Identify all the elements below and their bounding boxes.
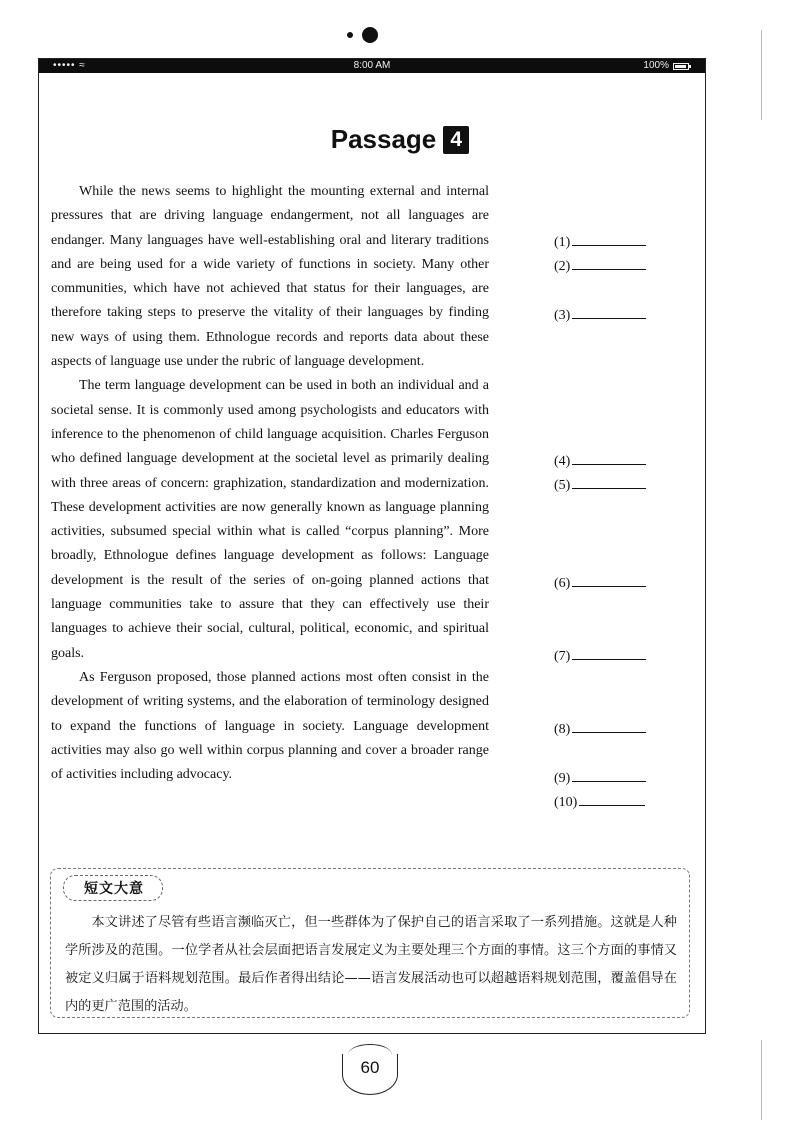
paragraph-3: As Ferguson proposed, those planned actions most often consist in the development of writing systems, and the elaboration of terminology designed to expand the functions of language in society. Language development activities may also go well within corpus planning and cover a broader range of activities including advocacy.: [51, 669, 489, 783]
answer-blank-7[interactable]: (7): [554, 647, 646, 665]
answer-blank-5[interactable]: (5): [554, 476, 646, 494]
page-number: 60: [360, 1058, 380, 1077]
answer-blank-6[interactable]: (6): [554, 574, 646, 592]
battery-indicator: [643, 59, 689, 73]
scan-edge-mark: [761, 1040, 762, 1120]
paragraph-2: The term language development can be used in both an individual and a societal sense. It is commonly used among psychologists and educators with inference to the phenomenon of child language acquisition. Charles Ferguson who defined language development at the societal level as primarily dealing with three areas of concern: graphization, standardization and modernization. These development activities are now generally known as language planning activities, subsumed special within what is called “corpus planning”. More broadly, Ethnologue defines language development as follows: Language development is the result of the series of on-going planned actions that language communities take to assure that they can effectively use their languages to achieve their social, cultural, political, economic, and spiritual goals.: [51, 378, 489, 661]
status-time: 8:00 AM: [353, 60, 391, 71]
signal-indicator: ••••• ≈: [53, 60, 86, 71]
answer-blank-9[interactable]: (9): [554, 769, 646, 787]
device-camera: [345, 25, 385, 45]
passage-number-badge: 4: [443, 126, 469, 154]
answer-blank-10[interactable]: (10): [554, 793, 645, 811]
camera-sensor-icon: [347, 32, 353, 38]
camera-lens-icon: [362, 27, 378, 43]
summary-label: 短文大意: [63, 875, 163, 901]
passage-title: [0, 124, 800, 155]
answer-blank-3[interactable]: (3): [554, 306, 646, 324]
page-number-badge: [340, 1042, 400, 1098]
summary-text: 本文讲述了尽管有些语言濒临灭亡，但一些群体为了保护自己的语言采取了一系列措施。这就是人种学所涉及的范围。一位学者从社会层面把语言发展定义为主要处理三个方面的事情。这三个方面的事情又被定义归属于语料规划范围。最后作者得出结论——语言发展活动也可以超越语料规划范围，覆盖倡导在内的更广范围的活动。: [65, 915, 677, 1014]
summary-box: [50, 868, 690, 1018]
passage-body: [51, 180, 489, 787]
status-bar: [39, 59, 705, 73]
answer-blank-1[interactable]: (1): [554, 233, 646, 251]
answer-blank-2[interactable]: (2): [554, 257, 646, 275]
passage-title-word: Passage: [330, 124, 437, 154]
answer-blank-4[interactable]: (4): [554, 452, 646, 470]
paragraph-1: While the news seems to highlight the mounting external and internal pressures that are driving language endangerment, not all languages are endanger. Many languages have well-establishing oral and literary traditions and are being used for a wide variety of functions in society. Many other communities, which have not achieved that status for their languages, are therefore taking steps to preserve the vitality of their languages by finding new ways of using them. Ethnologue records and reports data about these aspects of language use under the rubric of language development.: [51, 184, 489, 370]
battery-percent: 100%: [643, 60, 669, 71]
battery-icon: [673, 63, 689, 70]
answer-blank-8[interactable]: (8): [554, 720, 646, 738]
scan-edge-mark: [761, 30, 762, 120]
